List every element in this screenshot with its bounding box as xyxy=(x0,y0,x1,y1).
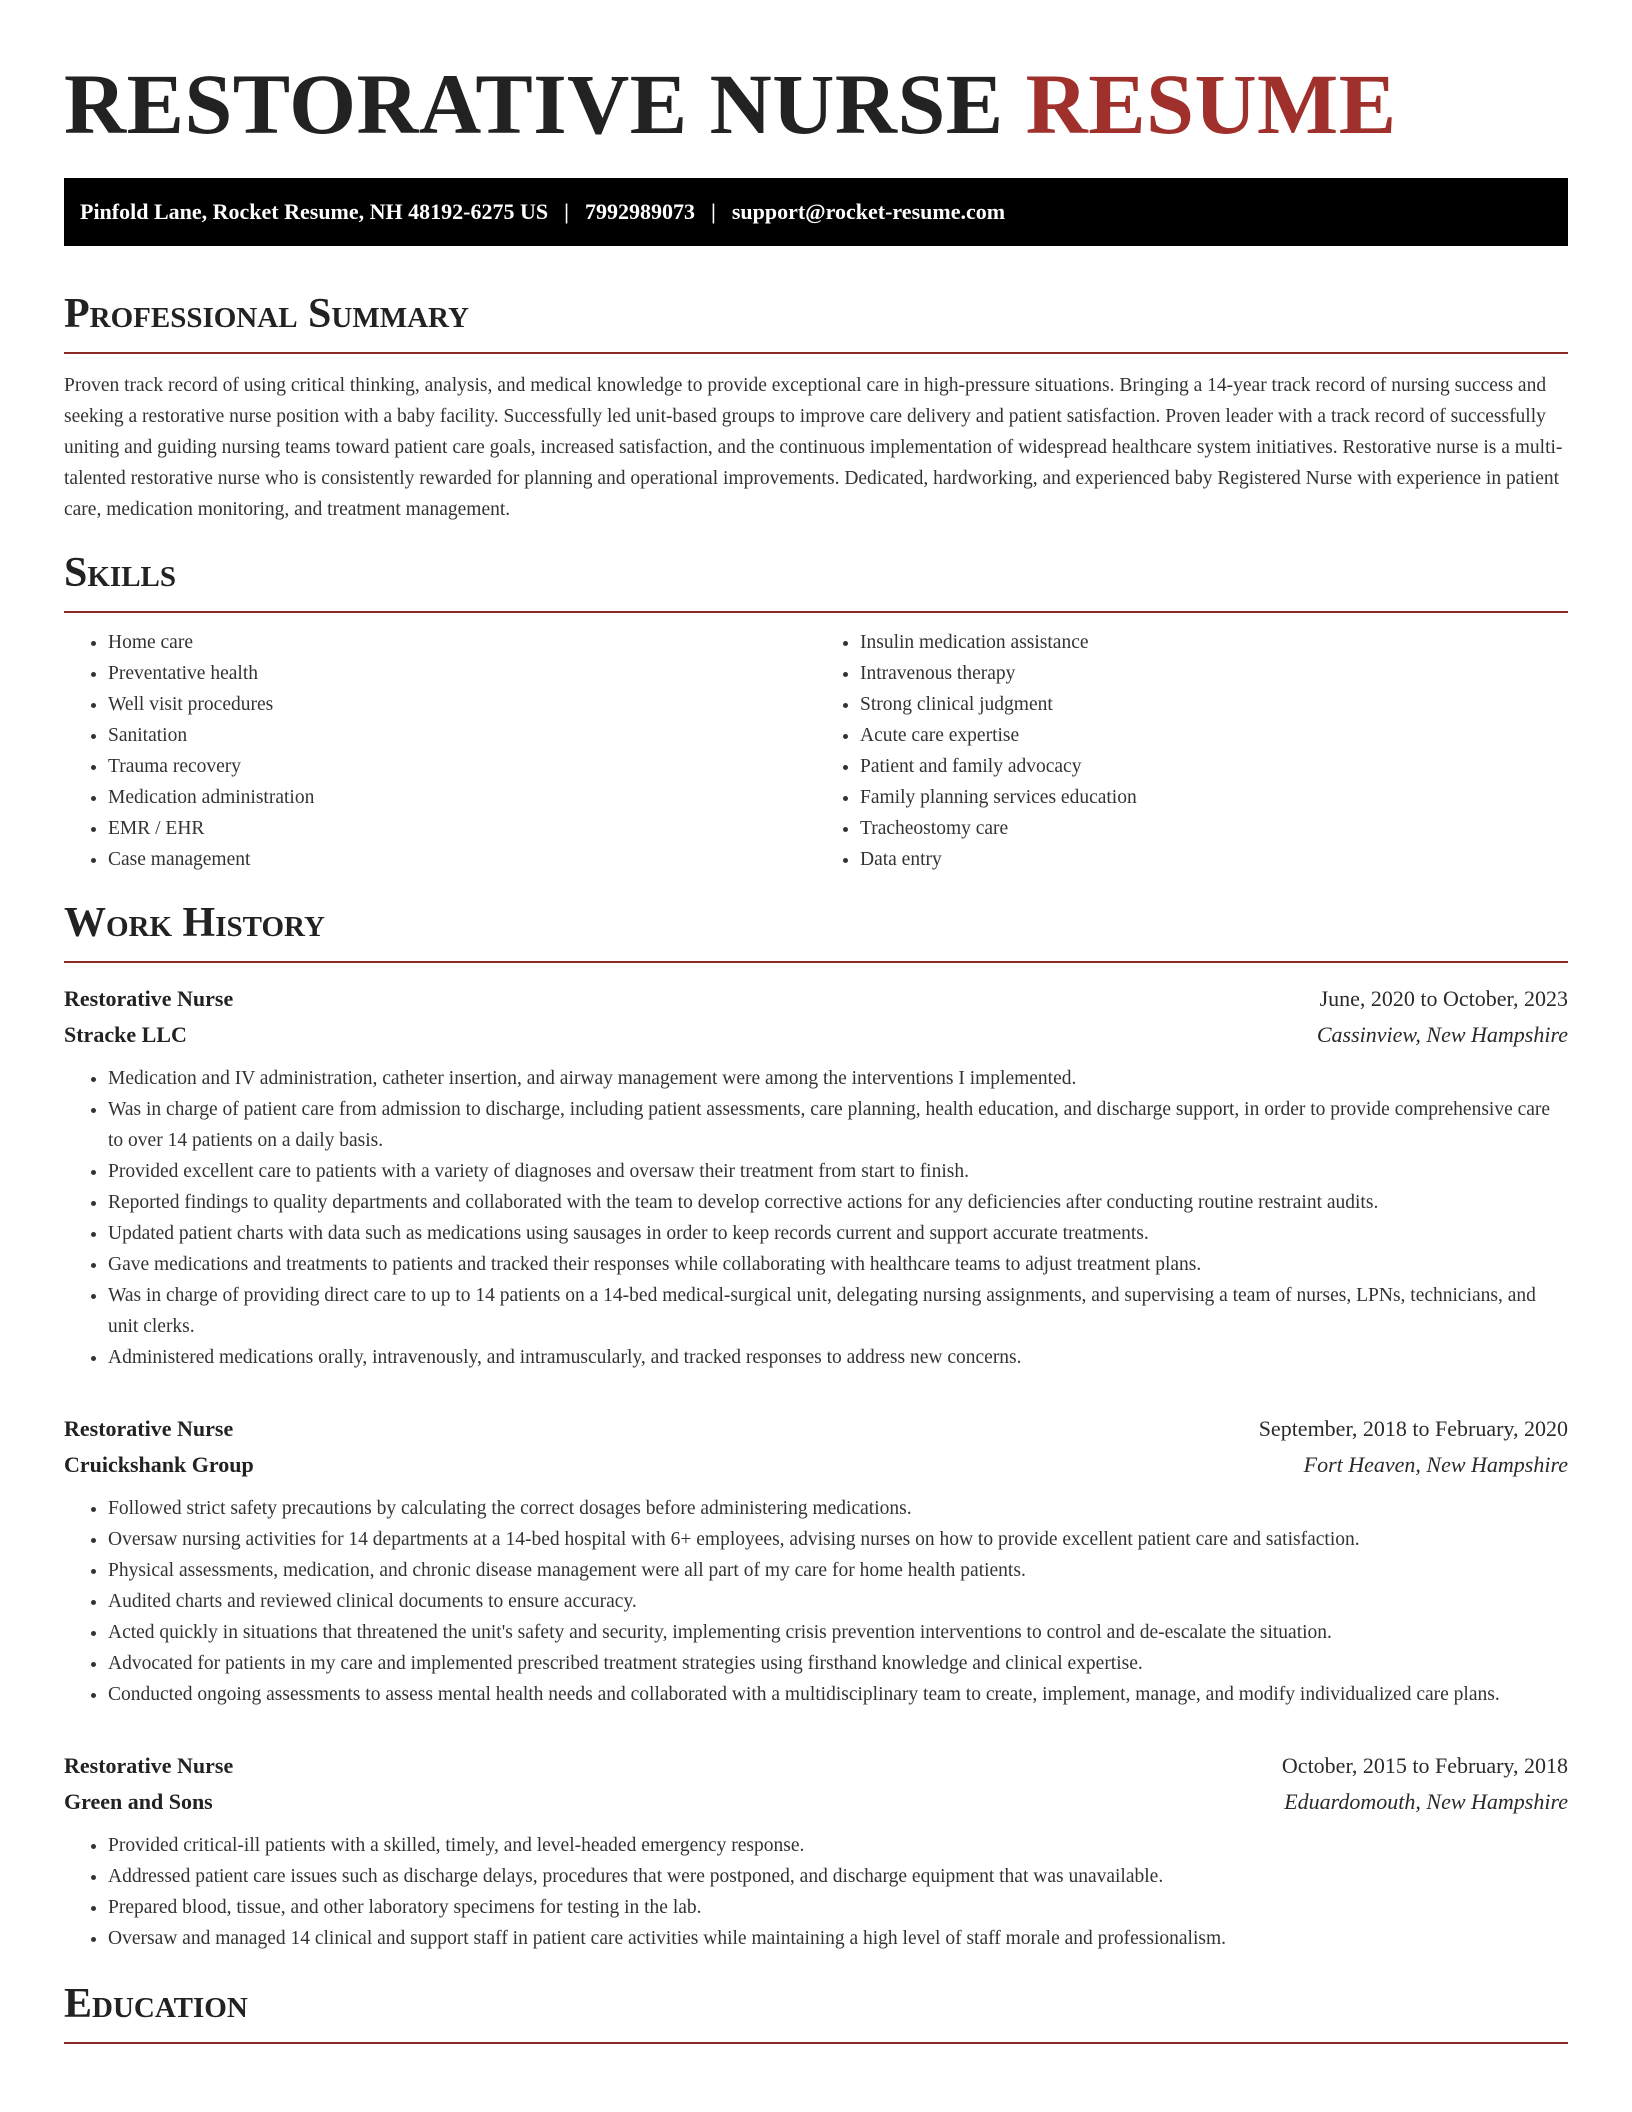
skill-item: • Well visit procedures xyxy=(108,689,816,720)
job-bullet: • Gave medications and treatments to patients and tracked their responses while collaborating with healthcare teams to adjust treatment plans. xyxy=(108,1249,1568,1280)
job-location: Eduardomouth, New Hampshire xyxy=(1284,1789,1568,1814)
job-bullets xyxy=(64,1493,1568,1710)
skill-item: • Case management xyxy=(108,844,816,875)
job-dates: September, 2018 to February, 2020 xyxy=(1258,1416,1568,1441)
skill-item: • Insulin medication assistance xyxy=(860,627,1568,658)
job-company: Cruickshank Group xyxy=(64,1452,254,1477)
job-bullet: • Provided critical-ill patients with a skilled, timely, and level-headed emergency response. xyxy=(108,1830,1568,1861)
work-history-section xyxy=(64,899,1568,1954)
skills-list-left xyxy=(64,627,816,875)
job-company: Green and Sons xyxy=(64,1789,213,1814)
section-heading-education: Education xyxy=(64,1980,1568,2044)
job-bullet: • Acted quickly in situations that threatened the unit's safety and security, implementing crisis prevention interventions to control and de-escalate the situation. xyxy=(108,1617,1568,1648)
skills-columns xyxy=(64,627,1568,875)
section-heading-work-history: Work History xyxy=(64,899,1568,963)
resume-title xyxy=(64,0,1568,152)
job-bullet: • Oversaw nursing activities for 14 departments at a 14-bed hospital with 6+ employees, advising nurses on how to provide excellent patient care and satisfaction. xyxy=(108,1524,1568,1555)
job-entry xyxy=(64,981,1568,1373)
job-title-row xyxy=(64,1748,1568,1784)
job-bullet: • Medication and IV administration, catheter insertion, and airway management were among the interventions I implemented. xyxy=(108,1063,1568,1094)
job-title: Restorative Nurse xyxy=(64,986,234,1011)
skill-item: • Intravenous therapy xyxy=(860,658,1568,689)
job-title: Restorative Nurse xyxy=(64,1753,234,1778)
job-bullet: • Updated patient charts with data such as medications using sausages in order to keep records current and support accurate treatments. xyxy=(108,1218,1568,1249)
skill-item: • Trauma recovery xyxy=(108,751,816,782)
job-location: Fort Heaven, New Hampshire xyxy=(1303,1452,1568,1477)
job-bullet: • Reported findings to quality departments and collaborated with the team to develop corrective actions for any deficiencies after conducting routine restraint audits. xyxy=(108,1187,1568,1218)
contact-separator: | xyxy=(710,199,716,224)
job-bullet: • Administered medications orally, intravenously, and intramuscularly, and tracked responses to address new concerns. xyxy=(108,1342,1568,1373)
skill-item: • Data entry xyxy=(860,844,1568,875)
job-bullet: • Was in charge of providing direct care to up to 14 patients on a 14-bed medical-surgical unit, delegating nursing assignments, and supervising a team of nurses, LPNs, technicians, and unit clerks. xyxy=(108,1280,1568,1342)
skill-item: • Preventative health xyxy=(108,658,816,689)
job-bullet: • Physical assessments, medication, and chronic disease management were all part of my care for home health patients. xyxy=(108,1555,1568,1586)
skill-item: • Family planning services education xyxy=(860,782,1568,813)
section-heading-skills: Skills xyxy=(64,549,1568,613)
contact-bar xyxy=(64,178,1568,246)
job-company-row xyxy=(64,1447,1568,1483)
section-heading-summary: Professional Summary xyxy=(64,290,1568,354)
title-accent: RESUME xyxy=(1025,56,1397,152)
contact-phone: 7992989073 xyxy=(584,199,695,224)
skill-item: • Sanitation xyxy=(108,720,816,751)
skill-item: • Tracheostomy care xyxy=(860,813,1568,844)
contact-address: Pinfold Lane, Rocket Resume, NH 48192-6275 US xyxy=(80,199,549,224)
skill-item: • Strong clinical judgment xyxy=(860,689,1568,720)
job-bullet: • Advocated for patients in my care and implemented prescribed treatment strategies using firsthand knowledge and clinical expertise. xyxy=(108,1648,1568,1679)
job-company: Stracke LLC xyxy=(64,1022,187,1047)
job-bullets xyxy=(64,1830,1568,1954)
contact-separator: | xyxy=(564,199,569,224)
job-location: Cassinview, New Hampshire xyxy=(1316,1022,1568,1047)
job-bullets xyxy=(64,1063,1568,1373)
job-bullet: • Audited charts and reviewed clinical documents to ensure accuracy. xyxy=(108,1586,1568,1617)
job-company-row xyxy=(64,1017,1568,1053)
job-entry xyxy=(64,1411,1568,1710)
job-bullet: • Oversaw and managed 14 clinical and support staff in patient care activities while maintaining a high level of staff morale and professionalism. xyxy=(108,1923,1568,1954)
skill-item: • EMR / EHR xyxy=(108,813,816,844)
job-title-row xyxy=(64,1411,1568,1447)
job-entry xyxy=(64,1748,1568,1954)
job-title-row xyxy=(64,981,1568,1017)
job-company-row xyxy=(64,1784,1568,1820)
job-bullet: • Was in charge of patient care from admission to discharge, including patient assessments, care planning, health education, and discharge support, in order to provide comprehensive care to over 14 patients on a daily basis. xyxy=(108,1094,1568,1156)
job-bullet: • Provided excellent care to patients with a variety of diagnoses and oversaw their treatment from start to finish. xyxy=(108,1156,1568,1187)
job-dates: June, 2020 to October, 2023 xyxy=(1319,986,1568,1011)
job-dates: October, 2015 to February, 2018 xyxy=(1281,1753,1568,1778)
education-section xyxy=(64,1980,1568,2044)
job-bullet: • Conducted ongoing assessments to assess mental health needs and collaborated with a multidisciplinary team to create, implement, manage, and modify individualized care plans. xyxy=(108,1679,1568,1710)
contact-email: support@rocket-resume.com xyxy=(731,199,1006,224)
professional-summary-section xyxy=(64,290,1568,525)
summary-text: Proven track record of using critical thinking, analysis, and medical knowledge to provide exceptional care in high-pressure situations. Bringing a 14-year track record of nursing success and seeking a restorative nurse position with a baby facility. Successfully led unit-based groups to improve care delivery and patient satisfaction. Proven leader with a track record of successfully uniting and guiding nursing teams toward patient care goals, increased satisfaction, and the continuous implementation of widespread healthcare system initiatives. Restorative nurse is a multi-talented restorative nurse who is consistently rewarded for planning and operational improvements. Dedicated, hardworking, and experienced baby Registered Nurse with experience in patient care, medication monitoring, and treatment management. xyxy=(64,375,1563,520)
skill-item: • Patient and family advocacy xyxy=(860,751,1568,782)
skill-item: • Home care xyxy=(108,627,816,658)
skill-item: • Acute care expertise xyxy=(860,720,1568,751)
title-main: RESTORATIVE NURSE xyxy=(64,56,1004,152)
skill-item: • Medication administration xyxy=(108,782,816,813)
job-bullet: • Prepared blood, tissue, and other laboratory specimens for testing in the lab. xyxy=(108,1892,1568,1923)
job-bullet: • Addressed patient care issues such as discharge delays, procedures that were postponed, and discharge equipment that was unavailable. xyxy=(108,1861,1568,1892)
skills-list-right xyxy=(816,627,1568,875)
job-title: Restorative Nurse xyxy=(64,1416,234,1441)
job-bullet: • Followed strict safety precautions by calculating the correct dosages before administering medications. xyxy=(108,1493,1568,1524)
skills-section xyxy=(64,549,1568,875)
